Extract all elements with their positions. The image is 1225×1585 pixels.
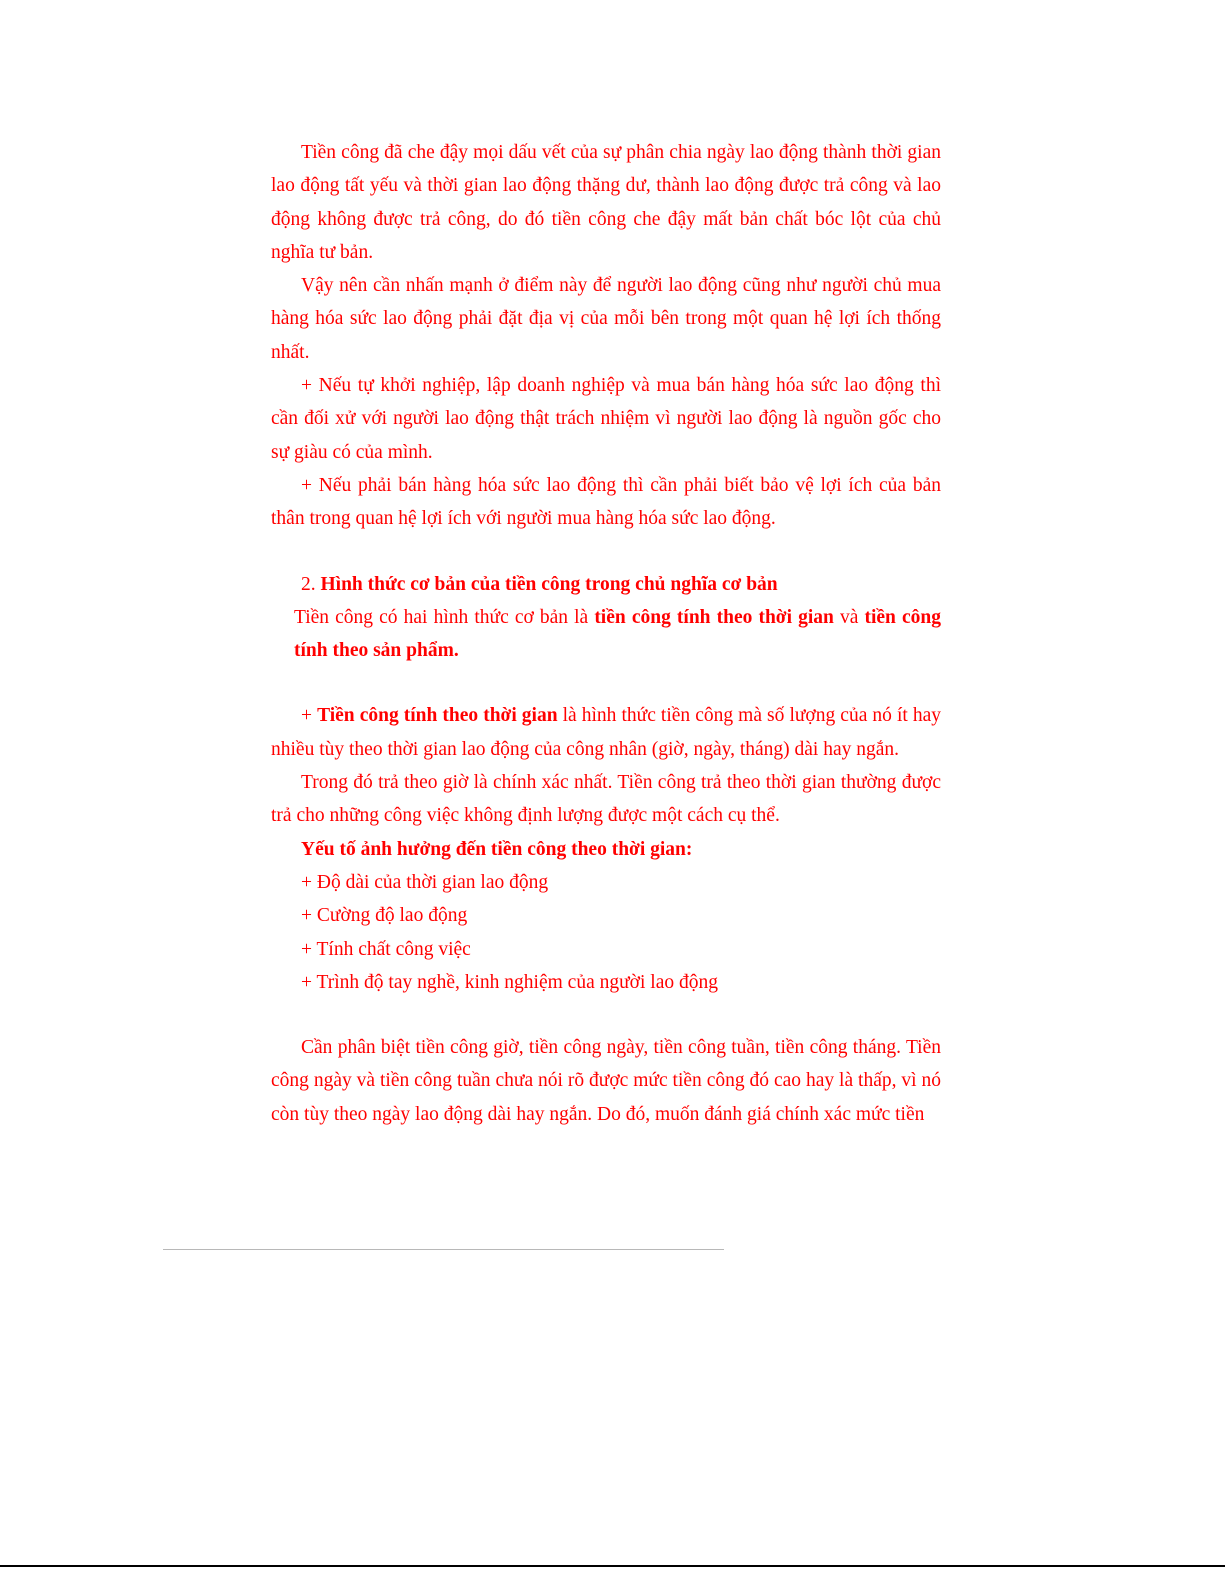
paragraph-startup: + Nếu tự khởi nghiệp, lập doanh nghiệp và mua bán hàng hóa sức lao động thì cần đối xử với người lao động thật trách nhiệm vì người lao động là nguồn gốc cho sự giàu có của mình. <box>271 375 941 463</box>
time-wage-definition: là hình thức tiền công mà số lượng của nó ít hay nhiều tùy theo thời gian lao động của công nhân (giờ, ngày, tháng) dài hay ngắn. <box>271 705 942 760</box>
spacer <box>271 999 941 1031</box>
term-time-wage: Tiền công tính theo thời gian <box>317 705 558 727</box>
factor-item: + Độ dài của thời gian lao động <box>301 871 549 893</box>
paragraph-wage-concealment: Tiền công đã che đậy mọi dấu vết của sự phân chia ngày lao động thành thời gian lao động tất yếu và thời gian lao động thặng dư, thành lao động được trả công và lao động không được trả công, do đó tiền công che đậy mất bản chất bóc lột của chủ nghĩa tư bản. <box>271 142 941 263</box>
factor-item: + Trình độ tay nghề, kinh nghiệm của người lao động <box>301 971 718 993</box>
factor-item: + Cường độ lao động <box>301 905 468 927</box>
section-title: Hình thức cơ bản của tiền công trong chủ nghĩa cơ bản <box>320 573 778 595</box>
section-intro <box>271 601 941 668</box>
bullet-prefix: + <box>301 705 318 727</box>
spacer <box>271 536 941 568</box>
footnote-separator <box>163 1249 724 1250</box>
paragraph-time-wage-detail: Trong đó trả theo giờ là chính xác nhất. Tiền công trả theo thời gian thường được trả cho những công việc không định lượng được một cách cụ thể. <box>271 772 941 827</box>
spacer <box>271 667 941 699</box>
page-content <box>271 136 941 1131</box>
paragraph-emphasis: Vậy nên cần nhấn mạnh ở điểm này để người lao động cũng như người chủ mua hàng hóa sức lao động phải đặt địa vị của mỗi bên trong một quan hệ lợi ích thống nhất. <box>271 275 941 363</box>
factor-item: + Tính chất công việc <box>301 938 471 960</box>
factors-heading <box>271 833 941 866</box>
intro-term-product: tiền công tính theo sản phẩm. <box>294 606 941 662</box>
paragraph-time-wage <box>271 699 941 766</box>
factors-heading-text: Yếu tố ảnh hưởng đến tiền công theo thời gian: <box>301 838 693 860</box>
page-bottom-border <box>0 1565 1225 1567</box>
section-number: 2. <box>301 573 321 595</box>
paragraph-seller: + Nếu phải bán hàng hóa sức lao động thì cần phải biết bảo vệ lợi ích của bản thân trong quan hệ lợi ích với người mua hàng hóa sức lao động. <box>271 474 941 530</box>
intro-text: Tiền công có hai hình thức cơ bản là <box>294 606 595 628</box>
section-heading <box>271 568 941 601</box>
paragraph-closing: Cần phân biệt tiền công giờ, tiền công ngày, tiền công tuần, tiền công tháng. Tiền công ngày và tiền công tuần chưa nói rõ được mức tiền công đó cao hay là thấp, vì nó còn tùy theo ngày lao động dài hay ngắn. Do đó, muốn đánh giá chính xác mức tiền <box>271 1037 941 1125</box>
intro-conjunction: và <box>833 606 865 628</box>
intro-term-time: tiền công tính theo thời gian <box>594 606 834 628</box>
